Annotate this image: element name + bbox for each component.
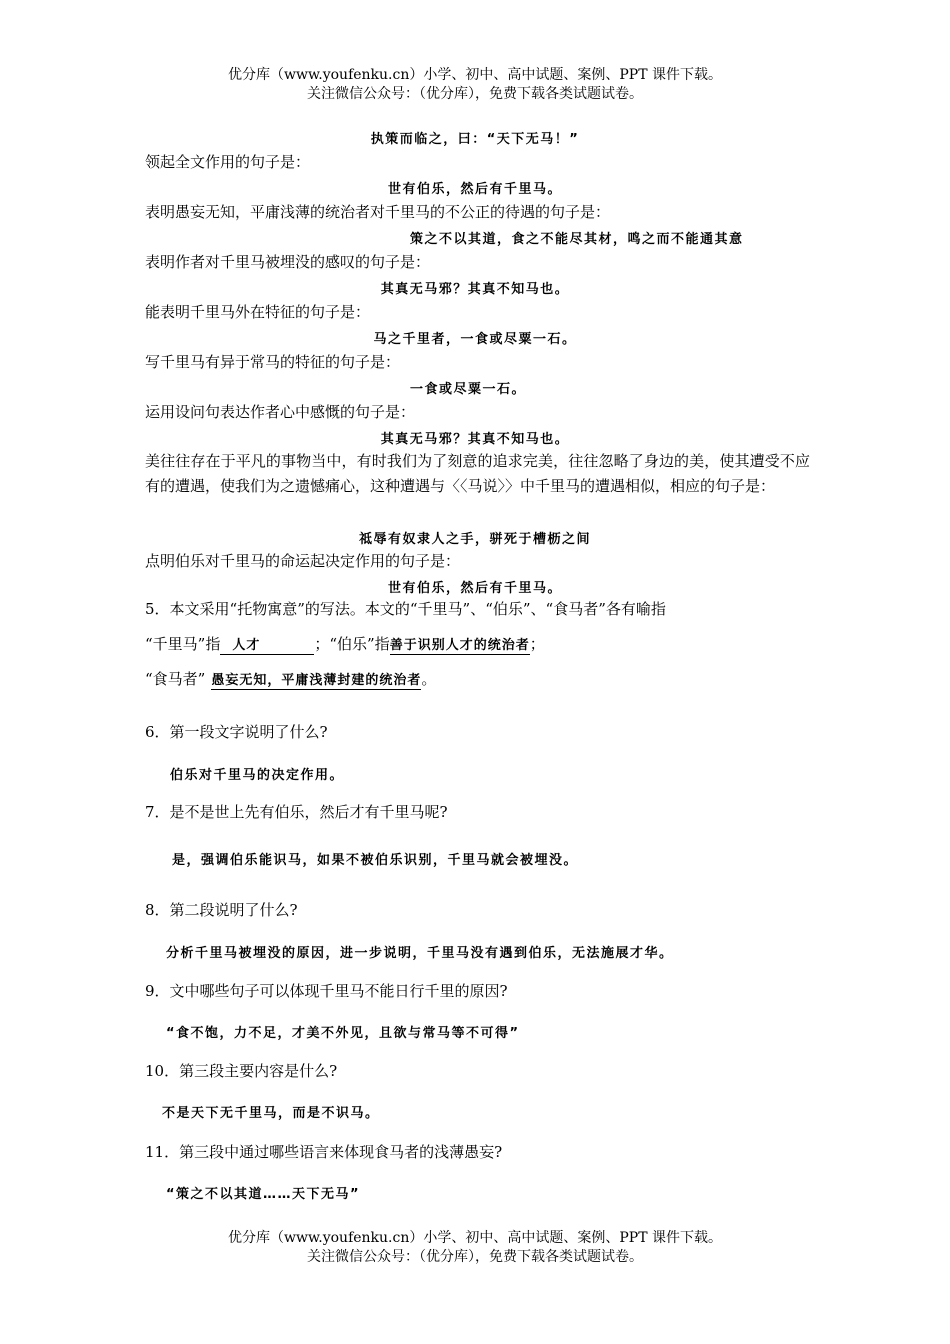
answer-sentence: 执策而临之，曰：“天下无马！”: [370, 132, 580, 147]
question-5-fill-line-1: [145, 635, 545, 655]
fill-label: ；“伯乐”指: [314, 635, 390, 653]
answer-sentence: 策之不以其道，食之不能尽其材，鸣之而不能通其意: [410, 232, 744, 247]
answer-10: 不是天下无千里马，而是不识马。: [162, 1106, 380, 1121]
answer-7: 是，强调伯乐能识马，如果不被伯乐识别，千里马就会被埋没。: [172, 853, 579, 868]
answer-8: 分析千里马被埋没的原因，进一步说明，千里马没有遇到伯乐，无法施展才华。: [166, 946, 674, 961]
prompt-line: 领起全文作用的句子是：: [145, 153, 311, 171]
question-10: 10．第三段主要内容是什么?: [145, 1062, 338, 1080]
footer-line-1: 优分库（www.youfenku.cn）小学、初中、高中试题、案例、PPT 课件下载。: [227, 1230, 722, 1246]
fill-label: “千里马”指: [145, 635, 221, 653]
fill-end: 。: [421, 670, 437, 688]
fill-answer-shimazhe: 愚妄无知，平庸浅薄封建的统治者: [211, 673, 422, 688]
fill-answer-rencai: 人才: [220, 638, 314, 655]
question-8: 8．第二段说明了什么?: [145, 901, 298, 919]
answer-9: “食不饱，力不足，才美不外见，且欲与常马等不可得”: [166, 1026, 520, 1041]
fill-label: “食马者”: [145, 670, 206, 688]
answer-sentence: 其真无马邪？其真不知马也。: [380, 282, 570, 297]
page-footer: [0, 1229, 950, 1267]
answer-sentence: 一食或尽粟一石。: [410, 382, 527, 397]
fill-end: ；: [529, 635, 545, 653]
question-6: 6．第一段文字说明了什么?: [145, 723, 328, 741]
question-5: 5．本文采用“托物寓意”的写法。本文的“千里马”、“伯乐”、“食马者”各有喻指: [145, 600, 666, 618]
question-5-fill-line-2: [145, 670, 436, 690]
prompt-paragraph: 美往往存在于平凡的事物当中，有时我们为了刻意的追求完美，往往忽略了身边的美，使其遭受不应有的遭遇，使我们为之遗憾痛心，这种遭遇与〈〈马说〉〉中千里马的遭遇相似，相应的句子是：: [145, 452, 810, 495]
prompt-line: 运用设问句表达作者心中感慨的句子是：: [145, 403, 416, 421]
answer-sentence: 马之千里者，一食或尽粟一石。: [373, 332, 577, 347]
answer-sentence: 其真无马邪？其真不知马也。: [380, 432, 570, 447]
answer-11: “策之不以其道……天下无马”: [166, 1187, 361, 1202]
prompt-line: 能表明千里马外在特征的句子是：: [145, 303, 371, 321]
fill-answer-bole: 善于识别人才的统治者: [389, 638, 530, 653]
page-header: [0, 66, 950, 104]
question-11: 11．第三段中通过哪些语言来体现食马者的浅薄愚妄?: [145, 1143, 503, 1161]
answer-sentence: 世有伯乐，然后有千里马。: [387, 182, 562, 197]
header-line-2: 关注微信公众号：（优分库），免费下载各类试题试卷。: [307, 86, 643, 102]
prompt-line: 点明伯乐对千里马的命运起决定作用的句子是：: [145, 552, 461, 570]
header-line-1: 优分库（www.youfenku.cn）小学、初中、高中试题、案例、PPT 课件下载。: [227, 67, 722, 83]
answer-sentence: 世有伯乐，然后有千里马。: [387, 581, 562, 596]
footer-line-2: 关注微信公众号：（优分库），免费下载各类试题试卷。: [307, 1249, 643, 1265]
prompt-line: 写千里马有异于常马的特征的句子是：: [145, 353, 401, 371]
answer-6: 伯乐对千里马的决定作用。: [170, 768, 345, 783]
question-7: 7．是不是世上先有伯乐，然后才有千里马呢?: [145, 803, 448, 821]
prompt-line: 表明作者对千里马被埋没的感叹的句子是：: [145, 253, 431, 271]
answer-sentence: 祗辱有奴隶人之手，骈死于槽枥之间: [358, 532, 591, 547]
question-9: 9．文中哪些句子可以体现千里马不能日行千里的原因?: [145, 982, 508, 1000]
prompt-line: 表明愚妄无知，平庸浅薄的统治者对千里马的不公正的待遇的句子是：: [145, 203, 611, 221]
